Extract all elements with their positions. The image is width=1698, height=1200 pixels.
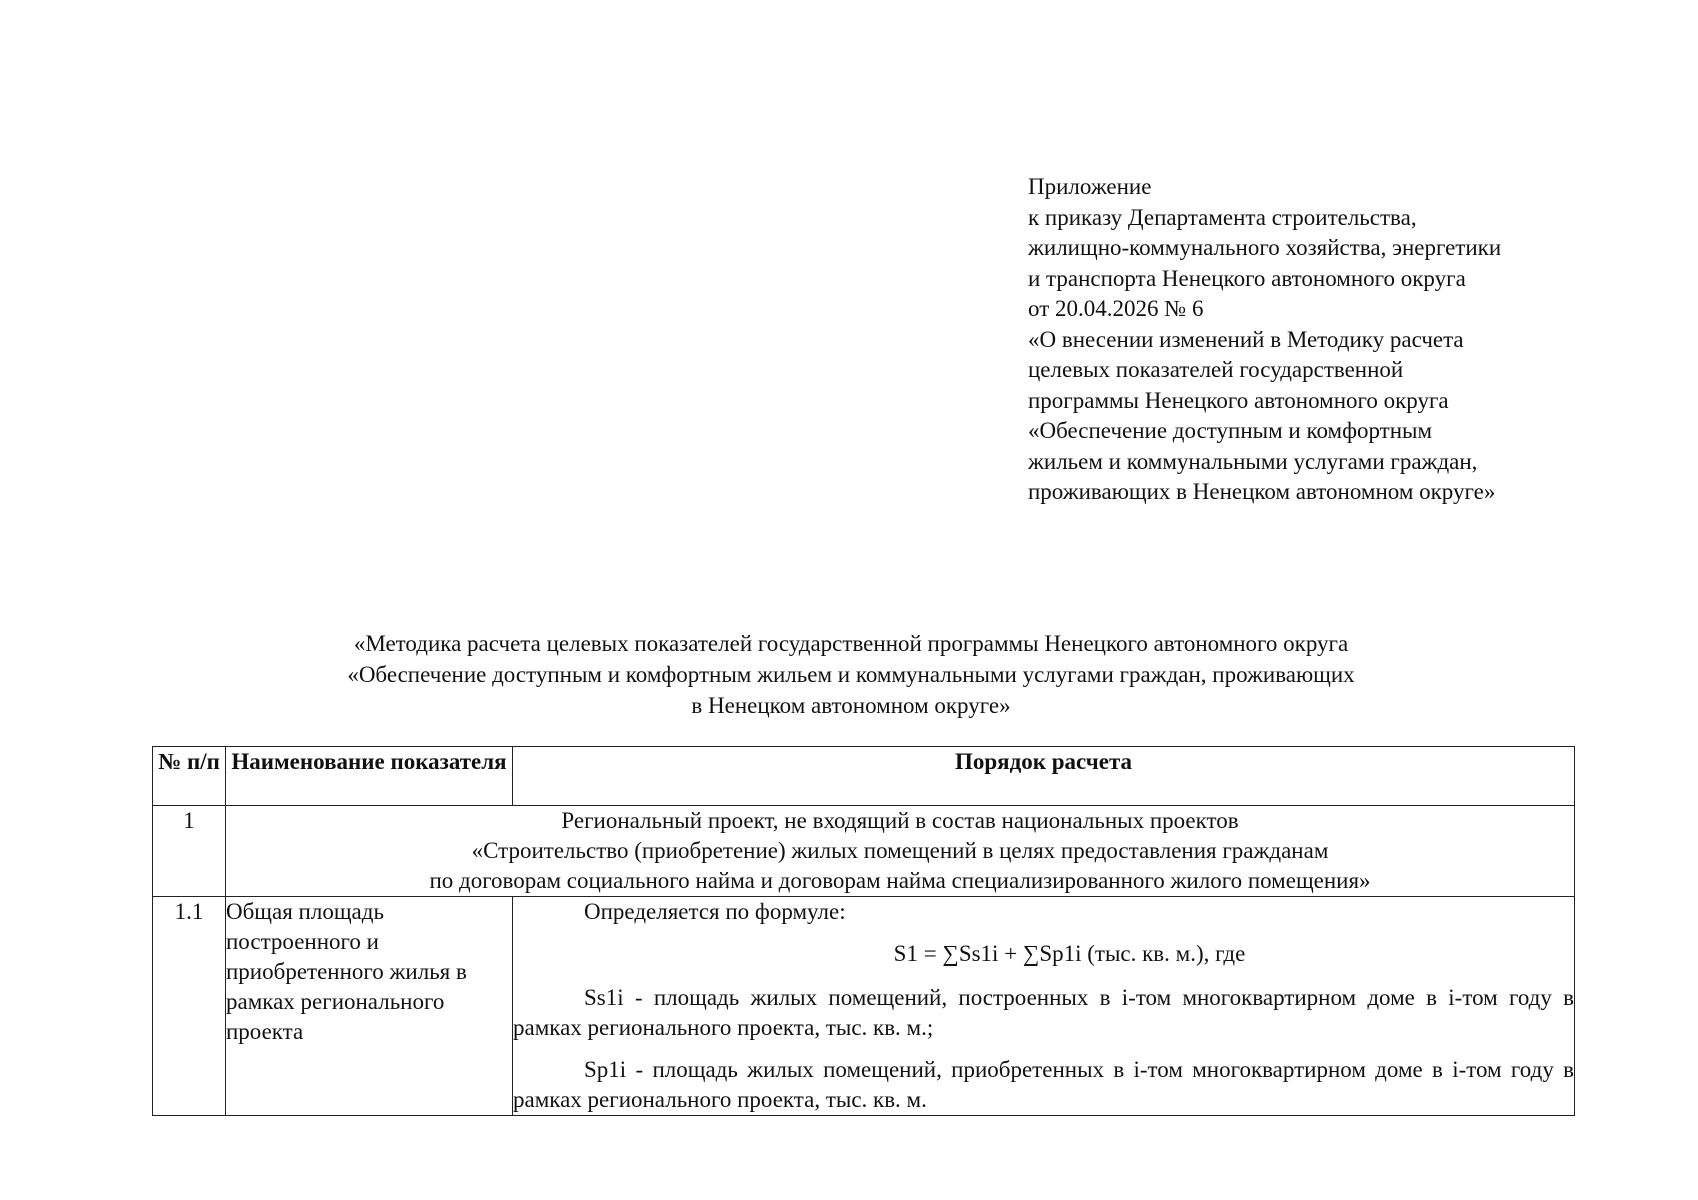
appendix-line: и транспорта Ненецкого автономного округа: [1028, 265, 1466, 291]
header-name: Наименование показателя: [226, 747, 513, 806]
row-num: 1.1: [153, 897, 226, 1116]
header-order: Порядок расчета: [513, 747, 1575, 806]
appendix-line: проживающих в Ненецком автономном округе»: [1028, 479, 1496, 504]
section-line: Региональный проект, не входящий в состав национальных проектов: [561, 808, 1239, 833]
table-header-row: [153, 747, 1575, 806]
table-row: [153, 897, 1575, 1116]
title-line: в Ненецком автономном округе»: [691, 693, 1011, 718]
definition-sp1i: Sp1i - площадь жилых помещений, приобретенных в i-том многоквартирном доме в i-том году в рамках регионального проекта, тыс. кв. м.: [513, 1057, 1574, 1112]
document-title: [150, 628, 1552, 721]
methodology-table: [152, 746, 1575, 1116]
header-num: № п/п: [153, 747, 226, 806]
table-section-row: [153, 806, 1575, 897]
section-title: [226, 806, 1575, 897]
section-line: по договорам социального найма и договорам найма специализированного жилого помещения»: [429, 868, 1371, 893]
appendix-line: жильем и коммунальными услугами граждан,: [1028, 448, 1478, 474]
appendix-line: к приказу Департамента строительства,: [1028, 204, 1417, 230]
calculation-order: [513, 897, 1575, 1116]
indicator-name: Общая площадь построенного и приобретенного жилья в рамках регионального проекта: [226, 897, 513, 1116]
definition-ss1i: Ss1i - площадь жилых помещений, построенных в i-том многоквартирном доме в i-том году в рамках регионального проекта, тыс. кв. м.;: [513, 985, 1574, 1040]
appendix-block: [1028, 172, 1648, 508]
appendix-line: программы Ненецкого автономного округа: [1028, 387, 1449, 413]
formula: S1 = ∑Ss1i + ∑Sp1i (тыс. кв. м.), где: [893, 941, 1246, 966]
appendix-line: Приложение: [1028, 174, 1152, 199]
appendix-line: «О внесении изменений в Методику расчета: [1028, 326, 1464, 352]
title-line: «Методика расчета целевых показателей государственной программы Ненецкого автономного округа: [353, 631, 1349, 656]
appendix-line: жилищно-коммунального хозяйства, энергетики: [1028, 235, 1502, 260]
section-line: «Строительство (приобретение) жилых помещений в целях предоставления гражданам: [471, 838, 1329, 863]
title-line: «Обеспечение доступным и комфортным жильем и коммунальными услугами граждан, проживающих: [347, 662, 1355, 687]
appendix-line: «Обеспечение доступным и комфортным: [1028, 418, 1433, 443]
appendix-line: целевых показателей государственной: [1028, 357, 1404, 382]
formula-intro: Определяется по формуле:: [584, 899, 846, 924]
section-num: 1: [153, 806, 226, 897]
appendix-line: от 20.04.2026 № 6: [1028, 296, 1204, 321]
